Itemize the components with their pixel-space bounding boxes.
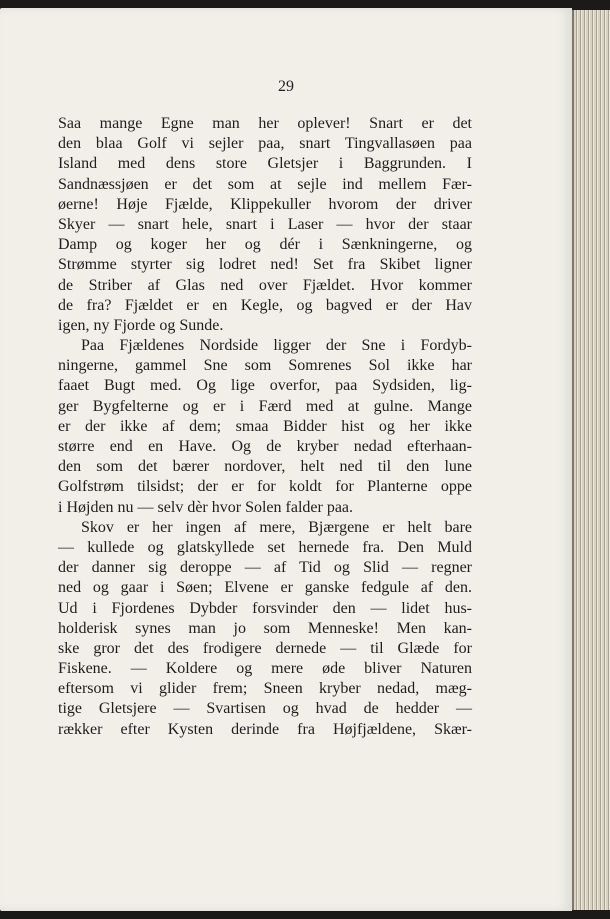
page-paper bbox=[0, 8, 572, 911]
text-line: Damp og koger her og dér i Sænkningerne, og bbox=[58, 236, 472, 254]
text-line: — kullede og glatskyllede set hernede fra. Den Muld bbox=[58, 538, 472, 556]
text-line: Paa Fjældenes Nordside ligger der Sne i Fordyb- bbox=[81, 337, 472, 355]
text-line: den blaa Golf vi sejler paa, snart Tingvallasøen paa bbox=[58, 135, 472, 153]
text-line: er der ikke af dem; smaa Bidder hist og her ikke bbox=[58, 417, 472, 435]
text-line: Fiskene. — Koldere og mere øde bliver Naturen bbox=[58, 660, 472, 678]
text-line: Skyer — snart hele, snart i Laser — hvor der staar bbox=[58, 215, 472, 233]
text-line: tige Gletsjere — Svartisen og hvad de hedder — bbox=[58, 700, 472, 718]
text-line: Golfstrøm tilsidst; der er for koldt for Planterne oppe bbox=[58, 478, 472, 496]
text-line: Island med dens store Gletsjer i Baggrunden. I bbox=[58, 155, 472, 173]
text-line: Ud i Fjordenes Dybder forsvinder den — lidet hus- bbox=[58, 599, 472, 617]
text-line: der danner sig deroppe — af Tid og Slid — regner bbox=[58, 559, 472, 577]
text-line: i Højden nu — selv dèr hvor Solen falder paa. bbox=[58, 498, 354, 516]
text-line: større end en Have. Og de kryber nedad efterhaan- bbox=[58, 438, 472, 455]
text-line: Saa mange Egne man her oplever! Snart er det bbox=[58, 115, 472, 132]
text-line: de fra? Fjældet er en Kegle, og bagved er der Hav bbox=[58, 296, 472, 314]
text-line: rækker efter Kysten derinde fra Højfjældene, Skær- bbox=[58, 720, 472, 738]
body-text bbox=[58, 114, 472, 740]
text-line: eftersom vi glider frem; Sneen kryber nedad, mæg- bbox=[58, 680, 472, 698]
text-line: ningerne, gammel Sne som Somrenes Sol ikke har bbox=[58, 357, 472, 375]
text-line: igen, ny Fjorde og Sunde. bbox=[58, 316, 224, 334]
text-line: ske gror det des frodigere dernede — til Glæde for bbox=[58, 639, 472, 657]
text-line: de Striber af Glas ned over Fjældet. Hvor kommer bbox=[58, 276, 472, 294]
text-line: ned og gaar i Søen; Elvene er ganske fedgule af den. bbox=[58, 579, 472, 597]
book-page-edges bbox=[572, 10, 610, 910]
text-line: holderisk synes man jo som Menneske! Men kan- bbox=[58, 619, 472, 637]
text-line: faaet Bugt med. Og lige overfor, paa Sydsiden, lig- bbox=[58, 377, 472, 395]
text-line: den som det bærer nordover, helt ned til den lune bbox=[58, 458, 472, 476]
page-number: 29 bbox=[278, 78, 294, 95]
text-line: øerne! Høje Fjælde, Klippekuller hvorom der driver bbox=[58, 195, 472, 213]
text-line: Sandnæssjøen er det som at sejle ind mellem Fær- bbox=[58, 175, 472, 193]
text-line: ger Bygfelterne og er i Færd med at gulne. Mange bbox=[58, 397, 472, 415]
text-line: Strømme styrter sig lodret ned! Set fra Skibet ligner bbox=[58, 256, 472, 274]
text-line: Skov er her ingen af mere, Bjærgene er helt bare bbox=[81, 518, 472, 536]
